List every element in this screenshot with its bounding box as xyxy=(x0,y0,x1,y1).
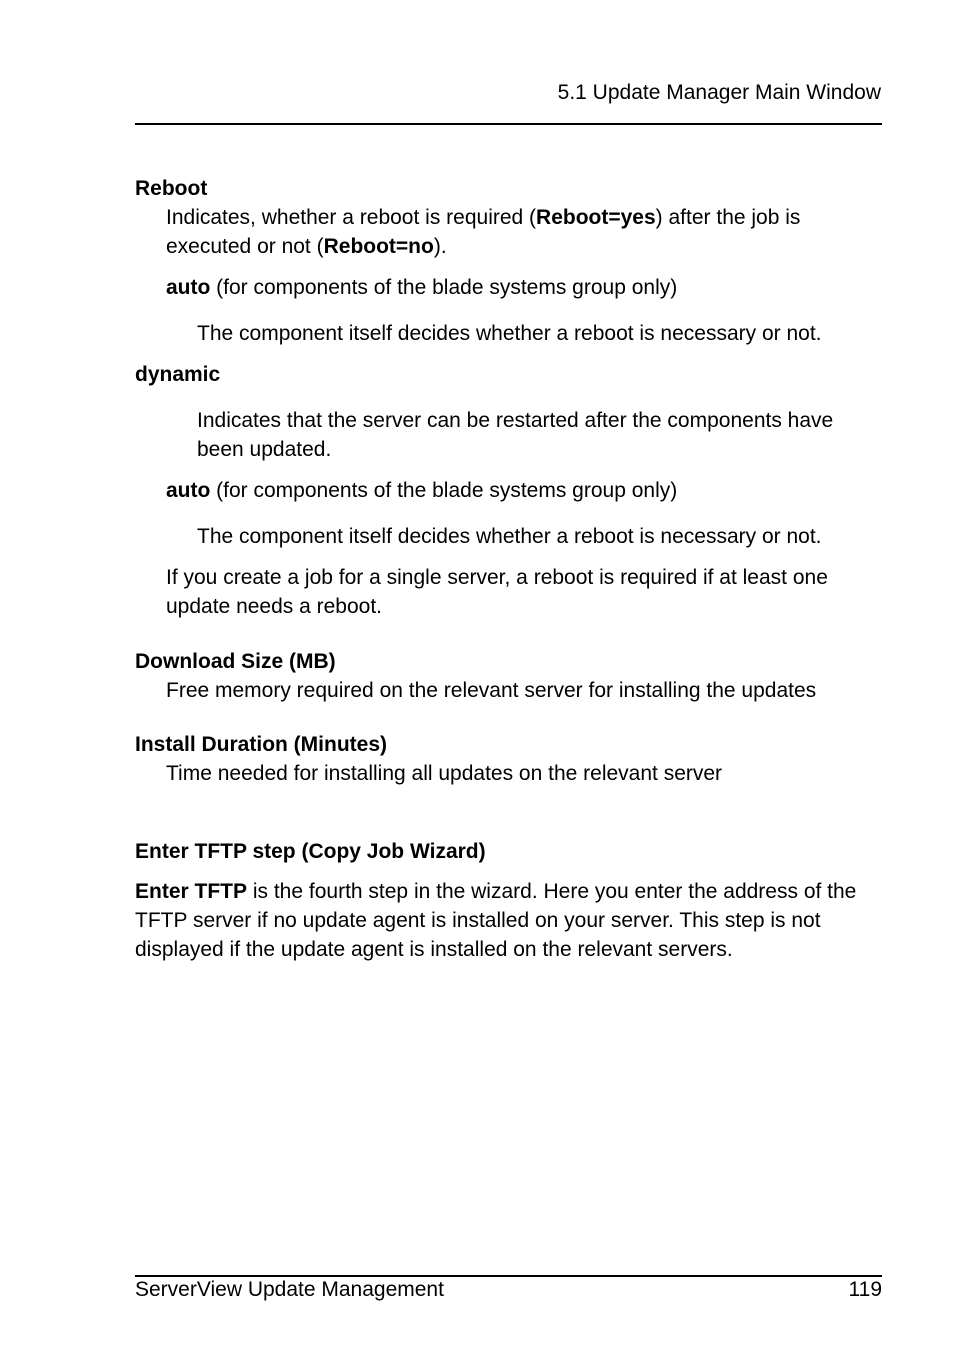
install-duration-heading: Install Duration (Minutes) xyxy=(135,733,387,756)
dynamic-auto-description: The component itself decides whether a reboot is necessary or not. xyxy=(197,525,822,548)
reboot-auto-note: (for components of the blade systems group only) xyxy=(210,276,678,299)
page-number: 119 xyxy=(848,1278,882,1301)
header-rule xyxy=(135,123,882,125)
install-duration-description: Time needed for installing all updates on the relevant server xyxy=(166,762,723,785)
download-size-description: Free memory required on the relevant server for installing the updates xyxy=(166,679,817,702)
dynamic-auto-term: auto xyxy=(166,479,211,502)
reboot-desc-part2: ) after the job is executed or not ( xyxy=(166,206,801,258)
reboot-auto-term: auto xyxy=(166,276,211,299)
footer-product-name: ServerView Update Management xyxy=(135,1278,444,1301)
dynamic-heading: dynamic xyxy=(135,363,221,386)
reboot-no-term: Reboot=no xyxy=(323,235,434,258)
reboot-desc-part1: Indicates, whether a reboot is required ( xyxy=(166,206,537,229)
reboot-yes-term: Reboot=yes xyxy=(536,206,656,229)
reboot-auto-description: The component itself decides whether a reboot is necessary or not. xyxy=(197,322,822,345)
reboot-description xyxy=(166,203,856,261)
dynamic-auto-line xyxy=(166,476,886,505)
tftp-step-description xyxy=(135,877,860,964)
dynamic-auto-note: (for components of the blade systems group only) xyxy=(210,479,678,502)
tftp-step-text: is the fourth step in the wizard. Here you enter the address of the TFTP server if no update agent is installed on your server. This step is not displayed if the update agent is installed on the relevant servers. xyxy=(135,880,857,961)
reboot-auto-line xyxy=(166,273,886,302)
running-header: 5.1 Update Manager Main Window xyxy=(557,81,881,104)
reboot-heading: Reboot xyxy=(135,177,208,200)
tftp-step-heading: Enter TFTP step (Copy Job Wizard) xyxy=(135,840,486,863)
reboot-desc-part3: ). xyxy=(433,235,447,258)
dynamic-description: Indicates that the server can be restarted after the components have been updated. xyxy=(197,409,834,461)
download-size-heading: Download Size (MB) xyxy=(135,650,336,673)
tftp-step-term: Enter TFTP xyxy=(135,880,248,903)
single-server-note: If you create a job for a single server, a reboot is required if at least one update needs a reboot. xyxy=(166,566,828,618)
